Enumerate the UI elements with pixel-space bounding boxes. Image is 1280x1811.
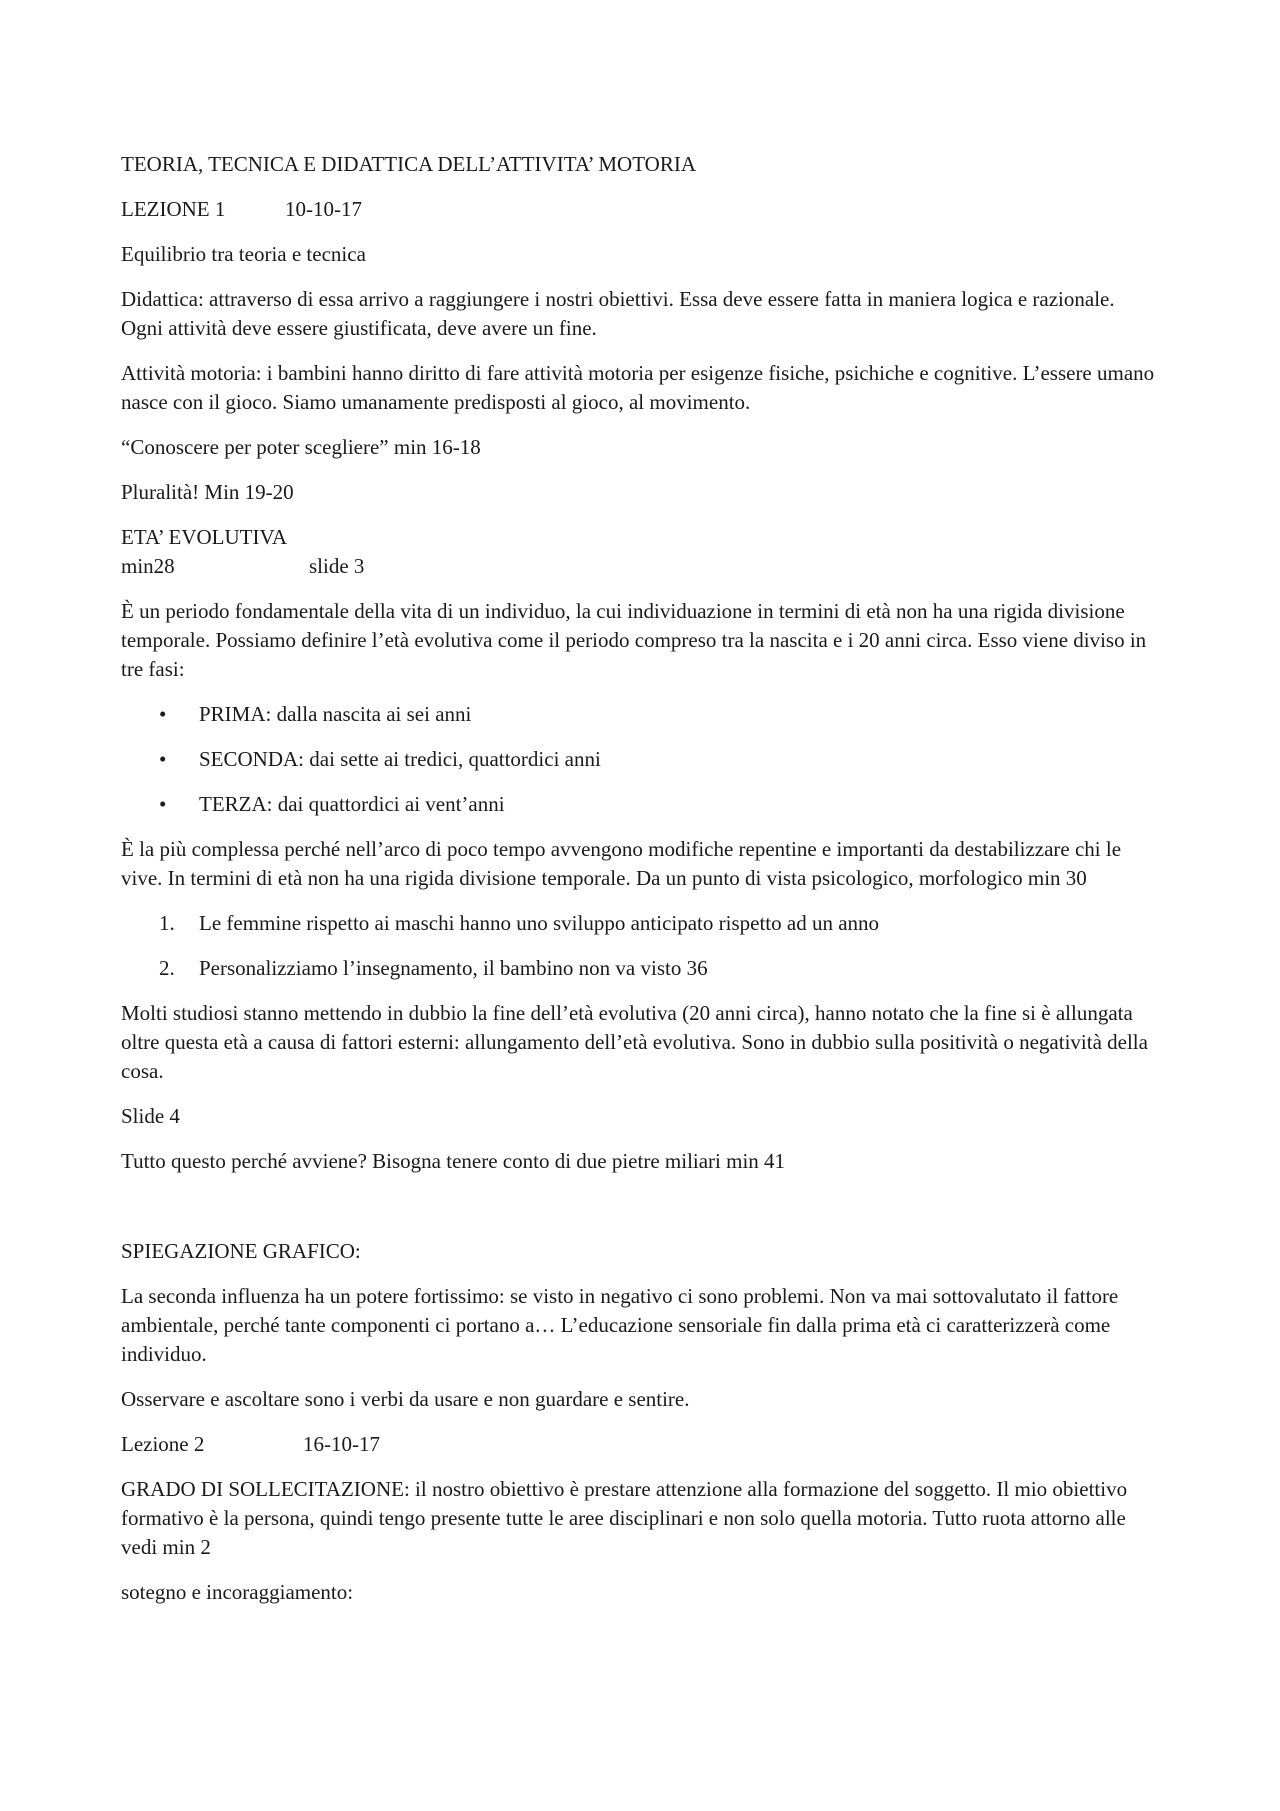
paragraph-equilibrio: Equilibrio tra teoria e tecnica: [121, 242, 366, 266]
list-item: [121, 790, 1161, 819]
eta-evolutiva-heading: [121, 523, 1161, 581]
document-body: [121, 150, 1161, 1623]
lesson-1-heading: [121, 195, 1161, 224]
paragraph-spiegazione-grafico: SPIEGAZIONE GRAFICO:: [121, 1239, 361, 1263]
paragraph-complessa: È la più complessa perché nell’arco di poco tempo avvengono modifiche repentine e importanti da destabilizzare chi le vive. In termini di età non ha una rigida divisione temporale. Da un punto di vista psicologico, morfologico min 30: [121, 837, 1122, 890]
eta-evolutiva-label: ETA’ EVOLUTIVA min28: [121, 525, 286, 578]
paragraph-attivita-motoria: Attività motoria: i bambini hanno diritto di fare attività motoria per esigenze fisiche, psichiche e cognitive. L’essere umano nasce con il gioco. Siamo umanamente predisposti al gioco, al movimento.: [121, 361, 1155, 414]
lesson-2-heading: [121, 1430, 1161, 1459]
list-item: [121, 700, 1161, 729]
phases-list: [121, 700, 1161, 819]
lesson-1-date: 10-10-17: [285, 197, 362, 221]
list-item: [121, 909, 1161, 938]
list-item-text: PRIMA: dalla nascita ai sei anni: [199, 702, 472, 726]
list-item-text: SECONDA: dai sette ai tredici, quattordici anni: [199, 747, 601, 771]
paragraph-slide-4: Slide 4: [121, 1104, 180, 1128]
number-marker: 1.: [159, 911, 175, 935]
list-item: [121, 954, 1161, 983]
paragraph-tutto-questo: Tutto questo perché avviene? Bisogna tenere conto di due pietre miliari min 41: [121, 1149, 786, 1173]
paragraph-conoscere: “Conoscere per poter scegliere” min 16-18: [121, 435, 481, 459]
paragraph-periodo: È un periodo fondamentale della vita di un individuo, la cui individuazione in termini di età non ha una rigida divisione temporale. Possiamo definire l’età evolutiva come il periodo compreso tra la nascita e i 20 anni circa. Esso viene diviso in tre fasi:: [121, 599, 1147, 681]
paragraph-seconda-influenza: La seconda influenza ha un potere fortissimo: se visto in negativo ci sono problemi. Non va mai sottovalutato il fattore ambientale, perché tante componenti ci portano a… L’educazione sensoriale fin dalla prima età ci caratterizzerà come individuo.: [121, 1284, 1119, 1366]
list-item-text: Personalizziamo l’insegnamento, il bambino non va visto 36: [199, 956, 708, 980]
lesson-2-label: Lezione 2: [121, 1432, 205, 1456]
numbered-list: [121, 909, 1161, 983]
blank-line: [121, 1192, 1161, 1237]
bullet-marker: •: [159, 792, 167, 816]
paragraph-osservare: Osservare e ascoltare sono i verbi da usare e non guardare e sentire.: [121, 1387, 690, 1411]
bullet-marker: •: [159, 747, 167, 771]
paragraph-didattica: Didattica: attraverso di essa arrivo a raggiungere i nostri obiettivi. Essa deve essere fatta in maniera logica e razionale. Ogni attività deve essere giustificata, deve avere un fine.: [121, 287, 1115, 340]
list-item-text: Le femmine rispetto ai maschi hanno uno sviluppo anticipato rispetto ad un anno: [199, 911, 880, 935]
number-marker: 2.: [159, 956, 175, 980]
document-title: TEORIA, TECNICA E DIDATTICA DELL’ATTIVITA’ MOTORIA: [121, 152, 696, 176]
list-item-text: TERZA: dai quattordici ai vent’anni: [199, 792, 505, 816]
bullet-marker: •: [159, 702, 167, 726]
eta-evolutiva-slide: slide 3: [309, 554, 365, 578]
lesson-2-date: 16-10-17: [303, 1432, 380, 1456]
list-item: [121, 745, 1161, 774]
paragraph-pluralita: Pluralità! Min 19-20: [121, 480, 294, 504]
paragraph-grado-sollecitazione: GRADO DI SOLLECITAZIONE: il nostro obiettivo è prestare attenzione alla formazione del soggetto. Il mio obiettivo formativo è la persona, quindi tengo presente tutte le aree disciplinari e non solo quella motoria. Tutto ruota attorno alle vedi min 2: [121, 1477, 1128, 1559]
paragraph-sotegno: sotegno e incoraggiamento:: [121, 1580, 354, 1604]
lesson-1-label: LEZIONE 1: [121, 197, 226, 221]
paragraph-studiosi: Molti studiosi stanno mettendo in dubbio la fine dell’età evolutiva (20 anni circa), hanno notato che la fine si è allungata oltre questa età a causa di fattori esterni: allungamento dell’età evolutiva. Sono in dubbio sulla positività o negatività della cosa.: [121, 1001, 1148, 1083]
